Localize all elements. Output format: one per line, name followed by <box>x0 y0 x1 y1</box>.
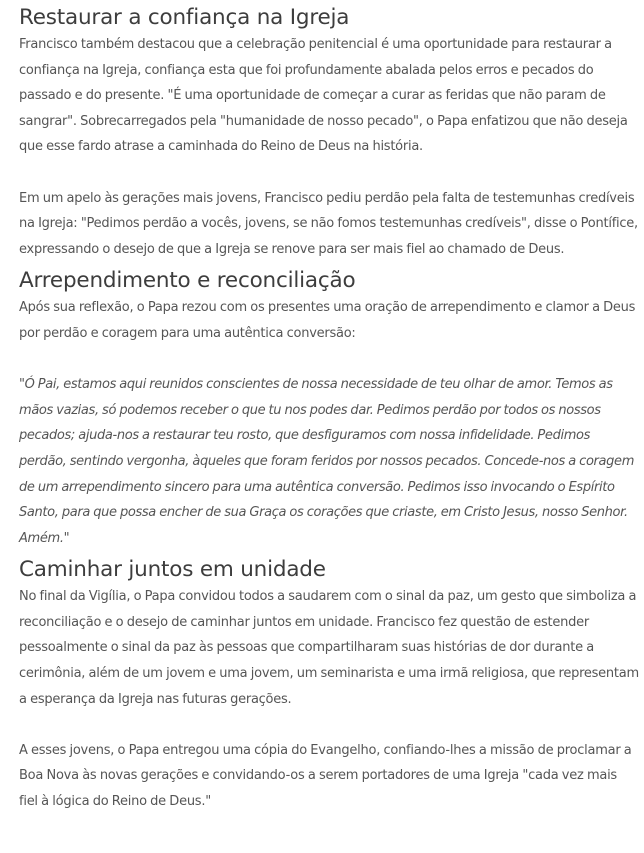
paragraph: Francisco também destacou que a celebração penitencial é uma oportunidade para restaurar a confiança na Igreja, confiança esta que foi profundamente abalada pelos erros e pecados do passado e do presente. "É uma oportunidade de começar a curar as feridas que não param de sangrar". Sobrecarregados pela "humanidade de nosso pecado", o Papa enfatizou que não deseja que esse fardo atrase a caminhada do Reino de Deus na história. <box>19 37 628 155</box>
paragraph: Após sua reflexão, o Papa rezou com os presentes uma oração de arrependimento e clamor a Deus por perdão e coragem para uma autêntica conversão: <box>19 300 636 341</box>
paragraph-gap <box>19 347 639 373</box>
article-body <box>19 4 639 815</box>
section-heading: Caminhar juntos em unidade <box>19 557 326 583</box>
section-arrependimento <box>19 267 639 551</box>
section-caminhar-juntos <box>19 556 639 814</box>
paragraph: Em um apelo às gerações mais jovens, Francisco pediu perdão pela falta de testemunhas credíveis na Igreja: "Pedimos perdão a vocês, jovens, se não fomos testemunhas credíveis", disse o Pontífice, expressando o desejo de que a Igreja se renove para ser mais fiel ao chamado de Deus. <box>19 190 638 257</box>
section-heading: Restaurar a confiança na Igreja <box>19 5 350 30</box>
paragraph-gap <box>19 712 639 738</box>
section-heading: Arrependimento e reconciliação <box>19 268 356 294</box>
paragraph: A esses jovens, o Papa entregou uma cópia do Evangelho, confiando-lhes a missão de proclamar a Boa Nova às novas gerações e convidando-os a serem portadores de uma Igreja "cada vez mais fiel à lógica do Reino de Deus." <box>19 742 632 810</box>
paragraph-gap <box>19 160 639 186</box>
prayer-quote: "Ó Pai, estamos aqui reunidos conscientes de nossa necessidade de teu olhar de amor. Temos as mãos vazias, só podemos receber o que tu nos podes dar. Pedimos perdão por todos os nossos pecados; ajuda-nos a restaurar teu rosto, que desfiguramos com nossa infidelidade. Pedimos perdão, sentindo vergonha, àqueles que foram feridos por nossos pecados. Concede-nos a coragem de um arrependimento sincero para uma autêntica conversão. Pedimos isso invocando o Espírito Santo, para que possa encher de sua Graça os corações que criaste, em Cristo Jesus, nosso Senhor. Amém." <box>19 377 635 546</box>
section-restaurar-confianca <box>19 4 639 262</box>
paragraph: No final da Vigília, o Papa convidou todos a saudarem com o sinal da paz, um gesto que simboliza a reconciliação e o desejo de caminhar juntos em unidade. Francisco fez questão de estender pessoalmente o sinal da paz às pessoas que compartilharam suas histórias de dor durante a cerimônia, além de um jovem e uma jovem, um seminarista e uma irmã religiosa, que representam a esperança da Igreja nas futuras gerações. <box>19 589 639 707</box>
